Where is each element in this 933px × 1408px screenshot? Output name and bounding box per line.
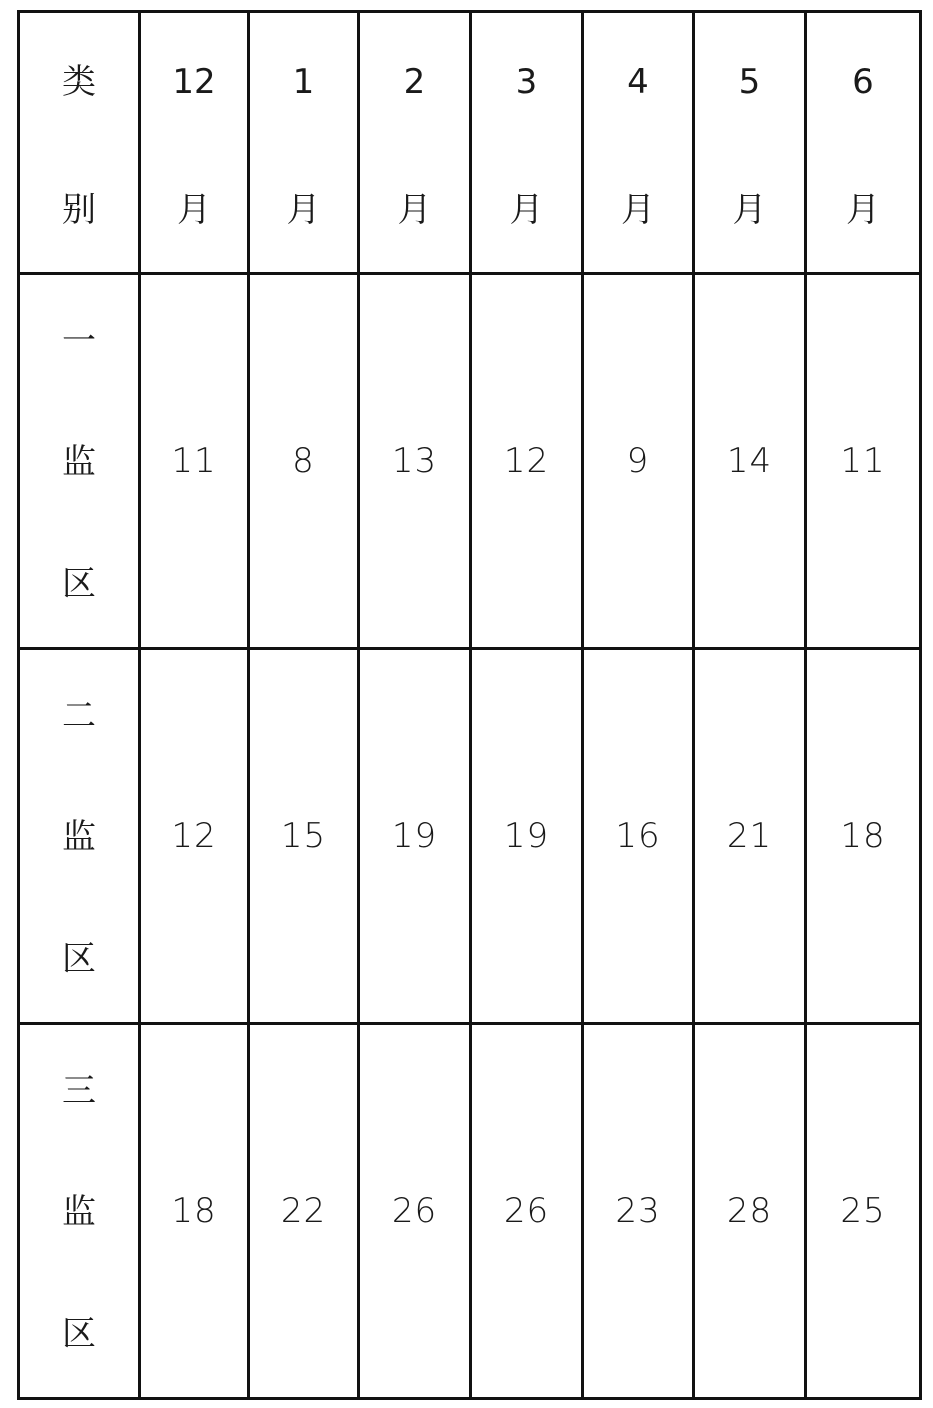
table-row <box>19 274 921 649</box>
row-label-cell <box>19 649 140 1024</box>
row-label-char: 区 <box>62 938 96 979</box>
header-month-number: 5 <box>738 61 761 102</box>
table-cell: 28 <box>694 1024 806 1399</box>
table-cell: 18 <box>806 649 921 1024</box>
table-row <box>19 1024 921 1399</box>
table-cell: 13 <box>359 274 471 649</box>
table-cell: 26 <box>359 1024 471 1399</box>
header-month-number: 1 <box>292 61 315 102</box>
header-month-unit: 月 <box>846 189 880 230</box>
row-label-char: 区 <box>62 1313 96 1354</box>
header-month-unit: 月 <box>286 189 321 230</box>
header-month-cell <box>471 12 583 274</box>
table-cell: 12 <box>140 649 249 1024</box>
row-label-char: 监 <box>62 817 96 857</box>
table-cell: 11 <box>140 274 249 649</box>
table-cell: 23 <box>583 1024 694 1399</box>
row-label-cell <box>19 1024 140 1399</box>
row-label-char: 监 <box>62 442 96 482</box>
header-month-cell <box>249 12 359 274</box>
header-month-unit: 月 <box>509 189 544 230</box>
table-cell: 18 <box>140 1024 249 1399</box>
header-month-cell <box>694 12 806 274</box>
row-label-char: 监 <box>62 1192 96 1232</box>
header-month-number: 6 <box>852 61 874 102</box>
header-month-cell <box>359 12 471 274</box>
header-month-unit: 月 <box>397 189 432 230</box>
header-month-number: 2 <box>403 61 426 102</box>
header-month-cell <box>140 12 249 274</box>
header-month-cell <box>806 12 921 274</box>
header-month-unit: 月 <box>621 189 655 230</box>
header-category-cell <box>19 12 140 274</box>
header-month-number: 12 <box>172 61 216 102</box>
header-month-number: 4 <box>627 61 649 102</box>
table-cell: 14 <box>694 274 806 649</box>
table-cell: 15 <box>249 649 359 1024</box>
table-cell: 8 <box>249 274 359 649</box>
header-row <box>19 12 921 274</box>
table-cell: 21 <box>694 649 806 1024</box>
row-label-cell <box>19 274 140 649</box>
table-row <box>19 649 921 1024</box>
row-label-char: 区 <box>62 563 96 604</box>
row-label-char: 一 <box>62 320 96 361</box>
header-category-char: 别 <box>62 189 96 230</box>
table-cell: 9 <box>583 274 694 649</box>
table-cell: 12 <box>471 274 583 649</box>
row-label-char: 三 <box>62 1070 96 1111</box>
header-month-unit: 月 <box>732 189 767 230</box>
table-cell: 26 <box>471 1024 583 1399</box>
table-cell: 25 <box>806 1024 921 1399</box>
data-table <box>17 10 922 1400</box>
header-month-unit: 月 <box>177 189 211 230</box>
table-cell: 19 <box>471 649 583 1024</box>
row-label-char: 二 <box>62 695 96 736</box>
table-cell: 16 <box>583 649 694 1024</box>
table-cell: 22 <box>249 1024 359 1399</box>
header-category-char: 类 <box>62 61 96 102</box>
table-cell: 19 <box>359 649 471 1024</box>
header-month-number: 3 <box>515 61 538 102</box>
header-month-cell <box>583 12 694 274</box>
table-cell: 11 <box>806 274 921 649</box>
